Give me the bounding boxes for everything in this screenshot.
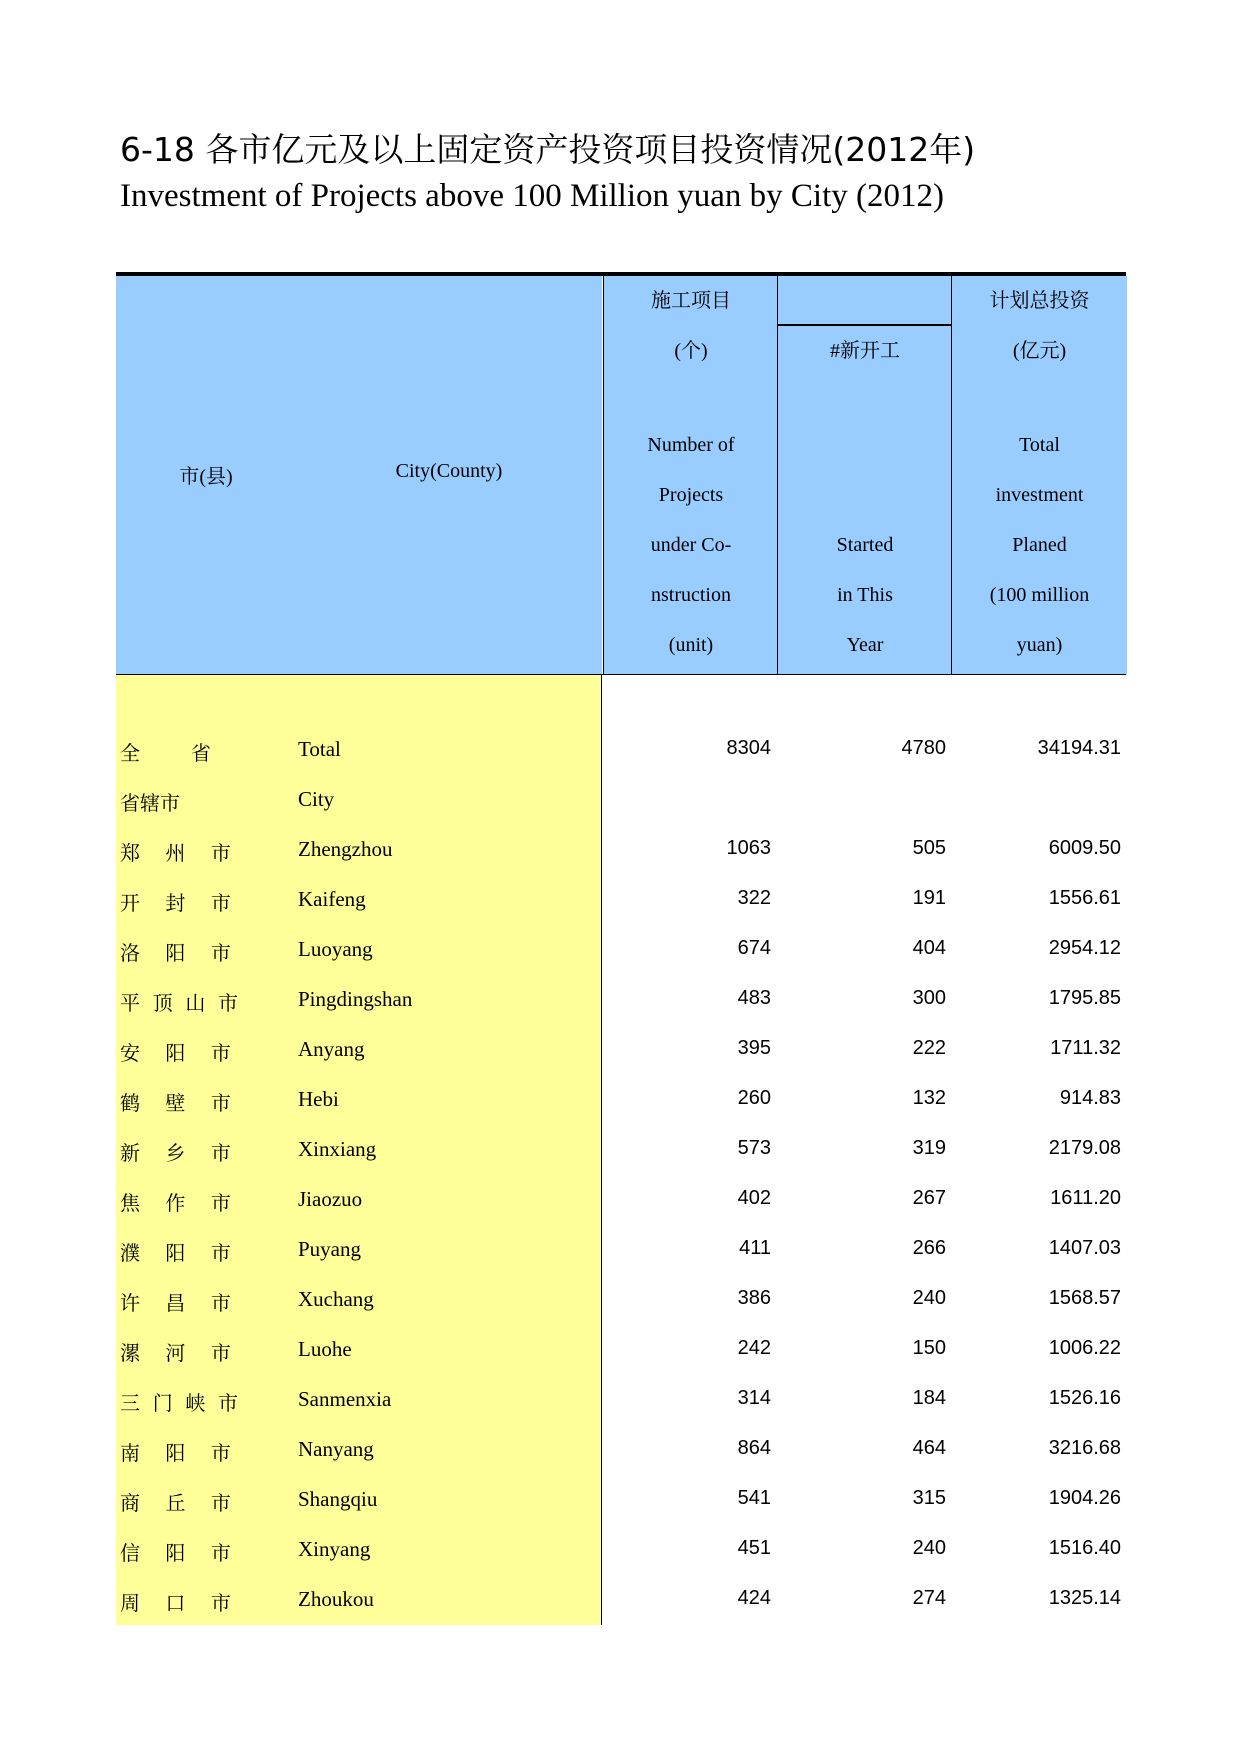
row-city-cn: 鹤 壁 市 bbox=[120, 1091, 231, 1115]
row-projects-value: 395 bbox=[737, 1037, 771, 1059]
row-investment-value: 1516.40 bbox=[1048, 1537, 1121, 1559]
row-started-value: 300 bbox=[912, 987, 946, 1009]
row-city-cn: 洛 阳 市 bbox=[120, 941, 231, 965]
table-row bbox=[0, 1225, 1240, 1275]
row-city-cn: 商 丘 市 bbox=[120, 1491, 231, 1515]
row-city-cn: 安 阳 市 bbox=[120, 1041, 231, 1065]
header-city-cell bbox=[116, 276, 602, 674]
row-projects-value: 483 bbox=[737, 987, 771, 1009]
row-city-en: Xinxiang bbox=[298, 1137, 377, 1161]
row-investment-value: 1711.32 bbox=[1050, 1037, 1121, 1059]
header-started-cell bbox=[777, 276, 952, 674]
row-investment-value: 2179.08 bbox=[1048, 1137, 1121, 1159]
row-investment-value: 1611.20 bbox=[1050, 1187, 1121, 1209]
row-city-cn: 信 阳 市 bbox=[120, 1541, 231, 1565]
row-city-en: Xinyang bbox=[298, 1537, 371, 1561]
row-city-cn: 濮 阳 市 bbox=[120, 1241, 231, 1265]
row-city-cn: 平 顶 山 市 bbox=[120, 991, 239, 1015]
row-city-en: Anyang bbox=[298, 1037, 365, 1061]
row-started-value: 150 bbox=[912, 1337, 946, 1359]
table-row bbox=[0, 1125, 1240, 1175]
row-city-en: City bbox=[298, 787, 335, 811]
row-projects-value: 424 bbox=[737, 1587, 771, 1609]
header-projects-en-2: Projects bbox=[658, 484, 724, 506]
row-started-value: 464 bbox=[912, 1437, 946, 1459]
row-projects-value: 451 bbox=[737, 1537, 771, 1559]
header-started-top-border bbox=[777, 324, 952, 326]
row-investment-value: 914.83 bbox=[1059, 1087, 1121, 1109]
table-row bbox=[0, 1025, 1240, 1075]
table-row bbox=[0, 825, 1240, 875]
header-projects-en-1: Number of bbox=[647, 434, 735, 456]
row-projects-value: 541 bbox=[737, 1487, 771, 1509]
row-started-value: 191 bbox=[912, 887, 946, 909]
table-row bbox=[0, 775, 1240, 825]
header-projects-en-3: under Co- bbox=[650, 534, 732, 556]
row-city-en: Total bbox=[298, 737, 341, 761]
header-investment-en-2: investment bbox=[995, 484, 1084, 506]
table-row bbox=[0, 1275, 1240, 1325]
row-projects-value: 674 bbox=[737, 937, 771, 959]
row-city-en: Kaifeng bbox=[298, 887, 366, 911]
row-projects-value: 242 bbox=[737, 1337, 771, 1359]
table-row bbox=[0, 1475, 1240, 1525]
row-city-en: Hebi bbox=[298, 1087, 339, 1111]
row-started-value: 274 bbox=[912, 1587, 946, 1609]
row-city-en: Nanyang bbox=[298, 1437, 374, 1461]
row-started-value: 240 bbox=[912, 1287, 946, 1309]
row-city-cn: 开 封 市 bbox=[120, 891, 231, 915]
row-started-value: 505 bbox=[912, 837, 946, 859]
table-row bbox=[0, 875, 1240, 925]
row-investment-value: 34194.31 bbox=[1037, 737, 1121, 759]
header-city-en: City(County) bbox=[395, 460, 503, 482]
header-investment-en-1: Total bbox=[1019, 434, 1060, 456]
row-projects-value: 386 bbox=[737, 1287, 771, 1309]
table-row bbox=[0, 725, 1240, 775]
row-city-en: Sanmenxia bbox=[298, 1387, 392, 1411]
row-investment-value: 1556.61 bbox=[1048, 887, 1121, 909]
row-city-cn: 漯 河 市 bbox=[120, 1341, 231, 1365]
header-projects-en-4: nstruction bbox=[651, 584, 731, 606]
row-investment-value: 1006.22 bbox=[1048, 1337, 1121, 1359]
row-projects-value: 8304 bbox=[726, 737, 771, 759]
header-started-en-2: in This bbox=[837, 584, 893, 606]
row-started-value: 319 bbox=[912, 1137, 946, 1159]
row-city-cn: 三 门 峡 市 bbox=[120, 1391, 239, 1415]
row-projects-value: 411 bbox=[739, 1237, 771, 1259]
row-started-value: 4780 bbox=[901, 737, 946, 759]
row-investment-value: 3216.68 bbox=[1048, 1437, 1121, 1459]
header-investment-cell bbox=[951, 276, 1127, 674]
row-investment-value: 1795.85 bbox=[1048, 987, 1121, 1009]
header-projects-unit: (个) bbox=[674, 340, 708, 362]
row-investment-value: 2954.12 bbox=[1048, 937, 1121, 959]
row-city-en: Luohe bbox=[298, 1337, 352, 1361]
header-projects-cn: 施工项目 bbox=[651, 290, 731, 312]
row-investment-value: 1568.57 bbox=[1048, 1287, 1121, 1309]
row-started-value: 184 bbox=[912, 1387, 946, 1409]
header-investment-en-4: (100 million bbox=[989, 584, 1090, 606]
table-row bbox=[0, 1375, 1240, 1425]
header-city-cn: 市(县) bbox=[179, 466, 233, 488]
table-row bbox=[0, 1175, 1240, 1225]
row-city-cn: 郑 州 市 bbox=[120, 841, 231, 865]
row-investment-value: 6009.50 bbox=[1048, 837, 1121, 859]
row-started-value: 266 bbox=[912, 1237, 946, 1259]
header-started-cn: #新开工 bbox=[830, 340, 900, 362]
header-investment-en-5: yuan) bbox=[1016, 634, 1063, 656]
table-row bbox=[0, 1575, 1240, 1625]
row-projects-value: 1063 bbox=[726, 837, 771, 859]
row-projects-value: 864 bbox=[737, 1437, 771, 1459]
row-city-en: Pingdingshan bbox=[298, 987, 413, 1011]
row-started-value: 267 bbox=[912, 1187, 946, 1209]
row-city-en: Zhoukou bbox=[298, 1587, 374, 1611]
row-projects-value: 260 bbox=[737, 1087, 771, 1109]
row-projects-value: 314 bbox=[737, 1387, 771, 1409]
row-started-value: 222 bbox=[912, 1037, 946, 1059]
header-investment-en-3: Planed bbox=[1012, 534, 1067, 556]
row-city-en: Zhengzhou bbox=[298, 837, 393, 861]
row-city-en: Jiaozuo bbox=[298, 1187, 363, 1211]
row-investment-value: 1526.16 bbox=[1048, 1387, 1121, 1409]
header-started-en-3: Year bbox=[846, 634, 884, 656]
header-investment-unit: (亿元) bbox=[1012, 340, 1067, 362]
row-city-cn: 周 口 市 bbox=[120, 1591, 231, 1615]
header-projects-en-5: (unit) bbox=[668, 634, 714, 656]
row-city-cn: 新 乡 市 bbox=[120, 1141, 231, 1165]
header-started-en-1: Started bbox=[836, 534, 894, 556]
row-city-en: Shangqiu bbox=[298, 1487, 378, 1511]
row-investment-value: 1325.14 bbox=[1048, 1587, 1121, 1609]
row-city-cn: 南 阳 市 bbox=[120, 1441, 231, 1465]
row-city-en: Luoyang bbox=[298, 937, 373, 961]
row-city-cn: 全 省 bbox=[120, 741, 211, 765]
row-investment-value: 1904.26 bbox=[1048, 1487, 1121, 1509]
row-started-value: 240 bbox=[912, 1537, 946, 1559]
page-title-chinese: 6-18 各市亿元及以上固定资产投资项目投资情况(2012年) bbox=[120, 130, 976, 169]
row-investment-value: 1407.03 bbox=[1048, 1237, 1121, 1259]
row-projects-value: 573 bbox=[737, 1137, 771, 1159]
row-projects-value: 402 bbox=[737, 1187, 771, 1209]
table-row bbox=[0, 1525, 1240, 1575]
header-investment-cn: 计划总投资 bbox=[989, 290, 1090, 312]
table-row bbox=[0, 975, 1240, 1025]
row-city-cn: 省辖市 bbox=[120, 791, 180, 815]
row-projects-value: 322 bbox=[737, 887, 771, 909]
table-row bbox=[0, 1325, 1240, 1375]
table-row bbox=[0, 925, 1240, 975]
row-city-cn: 许 昌 市 bbox=[120, 1291, 231, 1315]
row-started-value: 132 bbox=[912, 1087, 946, 1109]
header-projects-cell bbox=[603, 276, 778, 674]
row-started-value: 404 bbox=[912, 937, 946, 959]
row-city-cn: 焦 作 市 bbox=[120, 1191, 231, 1215]
table-row bbox=[0, 1075, 1240, 1125]
page-title-english: Investment of Projects above 100 Million yuan by City (2012) bbox=[120, 178, 944, 214]
row-started-value: 315 bbox=[912, 1487, 946, 1509]
table-row bbox=[0, 1425, 1240, 1475]
row-city-en: Puyang bbox=[298, 1237, 361, 1261]
row-city-en: Xuchang bbox=[298, 1287, 374, 1311]
